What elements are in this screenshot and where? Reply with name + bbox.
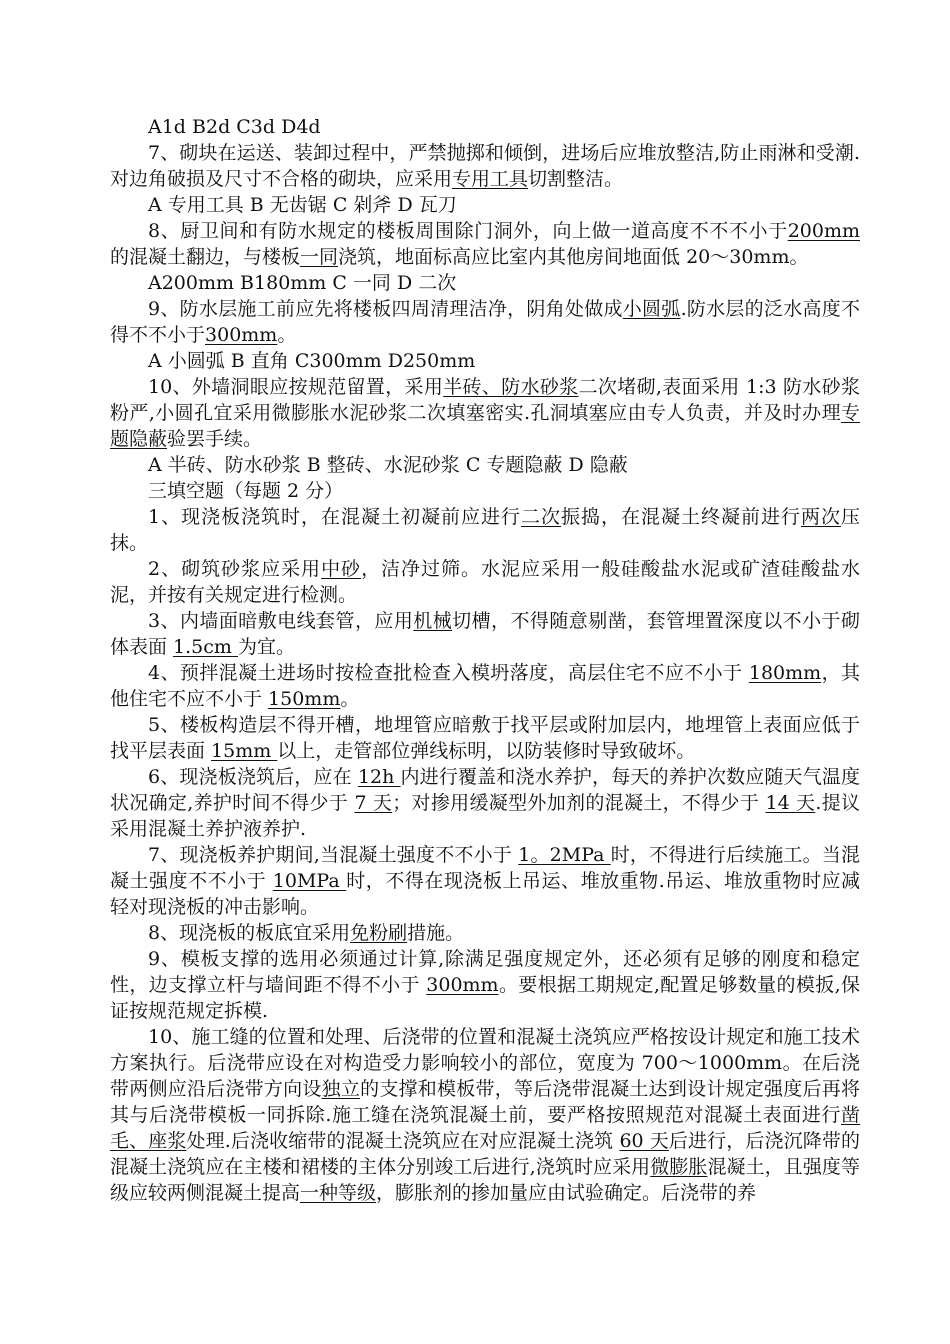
paragraph	[110, 504, 860, 556]
text-run: 以上，走管部位弹线标明，以防装修时导致破坏。	[277, 740, 696, 762]
paragraph	[110, 660, 860, 712]
paragraph	[110, 374, 860, 452]
text-run: 。	[277, 324, 297, 346]
paragraph	[110, 608, 860, 660]
text-run: 3、内墙面暗敷电线套管，应用	[148, 610, 414, 632]
answer-text: 1。2MPa	[518, 844, 611, 866]
paragraph	[110, 920, 860, 946]
text-run: 二次堵砌,表面采用 1:3 防水砂浆粉严,小圆孔宜采用微膨胀水泥砂浆二次填塞密实.孔洞填塞应由专人负责，并及时办理	[110, 376, 860, 424]
text-run: 切割整洁。	[528, 168, 624, 190]
answer-text: 10MPa	[272, 870, 347, 892]
paragraph	[110, 270, 860, 296]
answer-text: 300mm	[205, 324, 278, 346]
paragraph	[110, 946, 860, 1024]
answer-text: 小圆弧	[622, 298, 681, 320]
text-run: 4、预拌混凝土进场时按检查批检查入模坍落度，高层住宅不应不小于	[148, 662, 749, 684]
answer-text: 一种等级	[300, 1182, 377, 1204]
answer-text: 独立	[321, 1078, 361, 1100]
text-run: ，膨胀剂的掺加量应由试验确定。后浇带的养	[376, 1182, 757, 1204]
text-run: 7、现浇板养护期间,当混凝土强度不不小于	[148, 844, 519, 866]
paragraph	[110, 842, 860, 920]
paragraph	[110, 114, 860, 140]
document-body	[110, 114, 860, 1206]
answer-text: 凿毛、座浆	[110, 1104, 860, 1152]
text-run: 三填空题（每题 2 分）	[148, 480, 344, 502]
text-run: 10、外墙洞眼应按规范留置，采用	[148, 376, 444, 398]
text-run: A 小圆弧 B 直角 C300mm D250mm	[148, 350, 476, 372]
text-run: 9、防水层施工前应先将楼板四周清理洁净，阴角处做成	[148, 298, 623, 320]
answer-text: 15mm	[211, 740, 278, 762]
text-run: .提议采用混凝土养护液养护.	[110, 792, 861, 840]
paragraph	[110, 348, 860, 374]
paragraph	[110, 556, 860, 608]
text-run: 1、现浇板浇筑时，在混凝土初凝前应进行	[148, 506, 522, 528]
text-run: 10、施工缝的位置和处理、后浇带的位置和混凝土浇筑应严格按设计规定和施工技术方案执行。后浇带应设在对构造受力影响较小的部位，宽度为 700～1000mm。在后浇带两侧应沿后浇带方向设	[110, 1026, 860, 1100]
answer-text: 免粉刷	[350, 922, 408, 944]
text-run: 5、楼板构造层不得开槽，地埋管应暗敷于找平层或附加层内，地埋管上表面应低于找平层表面	[110, 714, 860, 762]
text-run: ；对掺用缓凝型外加剂的混凝土，不得少于	[392, 792, 766, 814]
answer-text: 60 天	[619, 1130, 669, 1152]
text-run: 浇筑，地面标高应比室内其他房间地面低 20～30mm。	[338, 246, 809, 268]
answer-text: 专题隐蔽	[110, 402, 860, 450]
answer-text: 7 天	[354, 792, 393, 814]
text-run: A1d B2d C3d D4d	[148, 116, 321, 138]
answer-text: 200mm	[787, 220, 860, 242]
paragraph	[110, 452, 860, 478]
paragraph	[110, 140, 860, 192]
answer-text: 14 天	[765, 792, 816, 814]
text-run: 7、砌块在运送、装卸过程中，严禁抛掷和倾倒，进场后应堆放整洁,防止雨淋和受潮.对边角破损及尺寸不合格的砌块，应采用	[110, 142, 860, 190]
text-run: A 半砖、防水砂浆 B 整砖、水泥砂浆 C 专题隐蔽 D 隐蔽	[148, 454, 628, 476]
text-run: 2、砌筑砂浆应采用	[148, 558, 322, 580]
text-run: 。	[340, 688, 360, 710]
text-run: 验罢手续。	[167, 428, 263, 450]
answer-text: 机械	[413, 610, 453, 632]
text-run: 后进行，后浇沉降带的混凝土浇筑应在主楼和裙楼的主体分别竣工后进行,浇筑时应采用	[110, 1130, 860, 1178]
text-run: A200mm B180mm C 一同 D 二次	[148, 272, 457, 294]
paragraph	[110, 192, 860, 218]
answer-text: 150mm	[268, 688, 341, 710]
text-run: 8、厨卫间和有防水规定的楼板周围除门洞外，向上做一道高度不不不小于	[148, 220, 788, 242]
answer-text: 微膨胀	[650, 1156, 708, 1178]
text-run: ，洁净过筛。水泥应采用一般硅酸盐水泥或矿渣硅酸盐水泥，并按有关规定进行检测。	[110, 558, 860, 606]
text-run: 时，不得进行后续施工。当混凝土强度不不小于	[110, 844, 860, 892]
answer-text: 300mm	[426, 974, 499, 996]
answer-text: 12h	[357, 766, 401, 788]
text-run: 内进行覆盖和浇水养护，每天的养护次数应随天气温度状况确定,养护时间不得少于	[110, 766, 860, 814]
answer-text: 半砖、防水砂浆	[443, 376, 579, 398]
text-run: 时，不得在现浇板上吊运、堆放重物.吊运、堆放重物时应减轻对现浇板的冲击影响。	[110, 870, 861, 918]
text-run: 。要根据工期规定,配置足够数量的模扳,保证按规范规定拆模.	[110, 974, 860, 1022]
text-run: 8、现浇板的板底宜采用	[148, 922, 351, 944]
paragraph	[110, 296, 860, 348]
text-run: 振捣，在混凝土终凝前进行	[561, 506, 801, 528]
text-run: A 专用工具 B 无齿锯 C 剁斧 D 瓦刀	[148, 194, 457, 216]
answer-text: 中砂	[321, 558, 362, 580]
text-run: 措施。	[407, 922, 465, 944]
text-run: 9、模板支撑的选用必须通过计算,除满足强度规定外，还必须有足够的刚度和稳定性，边支撑立杆与墙间距不得不小于	[110, 948, 860, 996]
text-run: 压抹。	[110, 506, 860, 554]
text-run: 的混凝土翻边，与楼板	[110, 246, 301, 268]
text-run: .防水层的泛水高度不得不不小于	[110, 298, 860, 346]
paragraph	[110, 1024, 860, 1206]
text-run: ，其他住宅不应不小于	[110, 662, 860, 710]
paragraph	[110, 764, 860, 842]
answer-text: 二次	[521, 506, 562, 528]
paragraph	[110, 712, 860, 764]
answer-text: 两次	[800, 506, 841, 528]
text-run: 6、现浇板浇筑后，应在	[148, 766, 358, 788]
text-run: 的支撑和模板带，等后浇带混凝土达到设计规定强度后再将其与后浇带模板一同拆除.施工缝在浇筑混凝土前，要严格按照规范对混凝土表面进行	[110, 1078, 860, 1126]
answer-text: 一同	[300, 246, 339, 268]
text-run: 为宜。	[237, 636, 295, 658]
answer-text: 1.5cm	[173, 636, 238, 658]
text-run: 混凝土，且强度等级应较两侧混凝土提高	[110, 1156, 860, 1204]
text-run: 处理.后浇收缩带的混凝土浇筑应在对应混凝土浇筑	[186, 1130, 620, 1152]
paragraph	[110, 478, 860, 504]
answer-text: 180mm	[748, 662, 822, 684]
text-run: 切槽，不得随意剔凿，套管埋置深度以不小于砌体表面	[110, 610, 860, 658]
paragraph	[110, 218, 860, 270]
answer-text: 专用工具	[452, 168, 529, 190]
